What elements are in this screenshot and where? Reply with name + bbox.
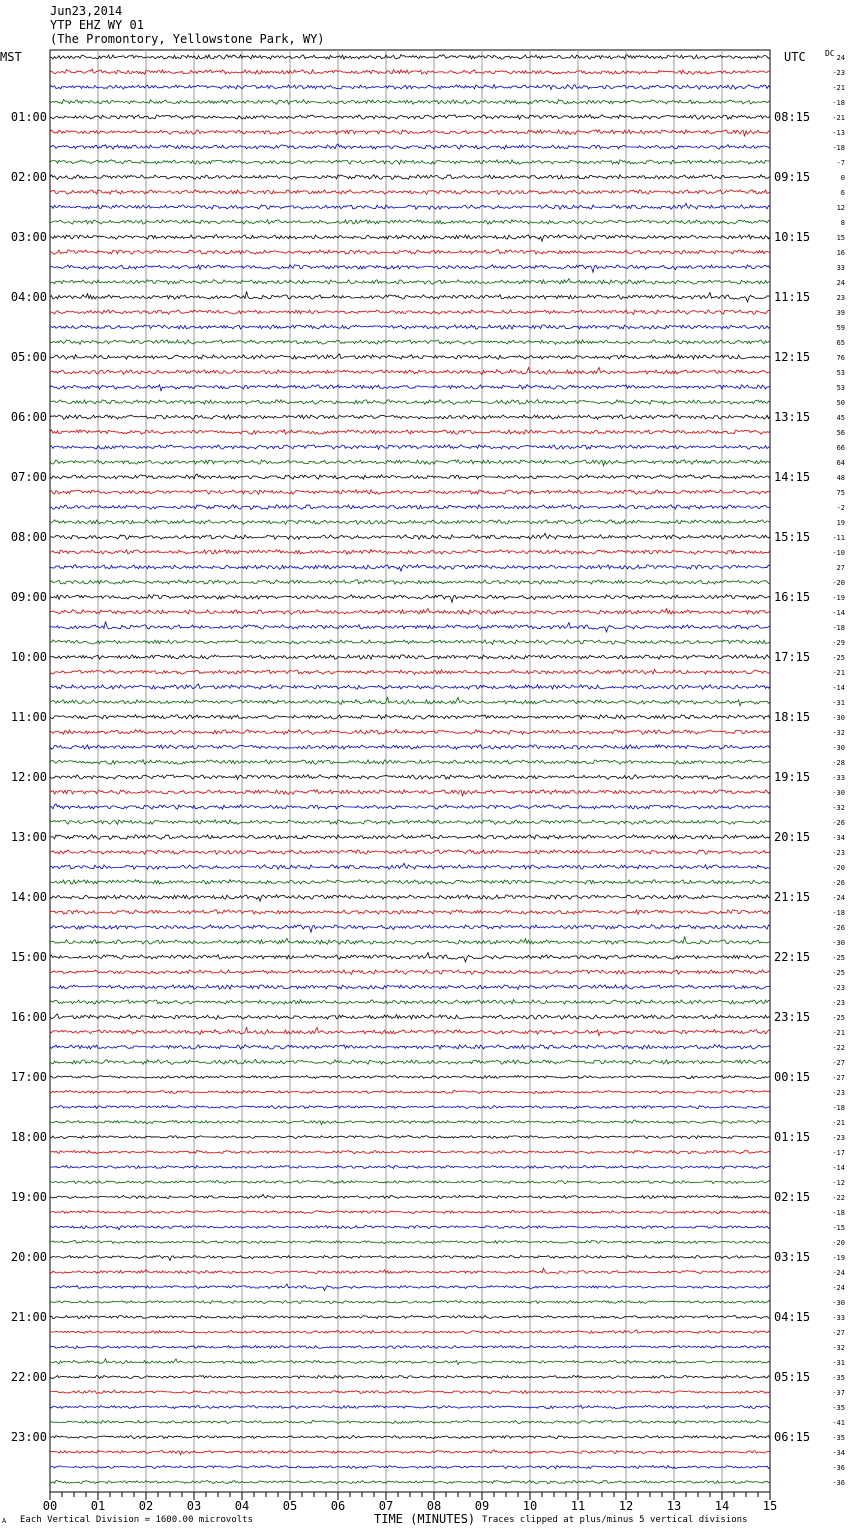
- trace-85: [50, 1330, 770, 1334]
- trace-72: [50, 1136, 770, 1139]
- hour-label-local: 20:00: [10, 1250, 47, 1264]
- dc-offset-label: -26: [832, 924, 845, 932]
- dc-offset-label: -10: [832, 549, 845, 557]
- trace-5: [50, 130, 770, 136]
- dc-offset-label: -36: [832, 1479, 845, 1487]
- hour-label-local: 22:00: [10, 1370, 47, 1384]
- trace-74: [50, 1165, 770, 1168]
- hour-label-utc: 17:15: [774, 650, 811, 664]
- dc-offset-label: 53: [836, 369, 845, 377]
- trace-37: [50, 609, 770, 615]
- x-tick-label: 13: [666, 1499, 682, 1513]
- trace-63: [50, 1000, 770, 1005]
- trace-70: [50, 1105, 770, 1108]
- chart-date: Jun23,2014: [50, 4, 123, 18]
- hour-label-utc: 12:15: [774, 350, 811, 364]
- trace-41: [50, 670, 770, 675]
- trace-54: [50, 863, 770, 869]
- hour-label-local: 16:00: [10, 1010, 47, 1024]
- x-tick-label: 09: [474, 1499, 490, 1513]
- trace-40: [50, 655, 770, 660]
- trace-75: [50, 1181, 770, 1184]
- dc-offset-label: -34: [832, 834, 845, 842]
- dc-offset-label: 0: [840, 174, 845, 182]
- trace-53: [50, 850, 770, 855]
- dc-offset-label: -34: [832, 1449, 845, 1457]
- trace-59: [50, 936, 770, 944]
- hour-label-utc: 01:15: [774, 1130, 811, 1144]
- corner-mark: A: [2, 1517, 7, 1525]
- dc-offset-label: -20: [832, 579, 845, 587]
- dc-offset-label: -20: [832, 864, 845, 872]
- dc-offset-label: -24: [832, 1284, 845, 1292]
- dc-offset-label: -18: [832, 144, 845, 152]
- dc-offset-label: -17: [832, 1149, 845, 1157]
- dc-offset-label: -35: [832, 1434, 845, 1442]
- dc-offset-label: -31: [832, 699, 845, 707]
- dc-offset-label: -30: [832, 1299, 845, 1307]
- hour-label-local: 21:00: [10, 1310, 47, 1324]
- trace-68: [50, 1075, 770, 1078]
- dc-offset-label: -23: [832, 984, 845, 992]
- dc-offset-label: -35: [832, 1374, 845, 1382]
- x-tick-label: 03: [186, 1499, 202, 1513]
- trace-57: [50, 910, 770, 915]
- trace-73: [50, 1150, 770, 1153]
- hour-label-local: 02:00: [10, 170, 47, 184]
- trace-42: [50, 684, 770, 689]
- trace-8: [50, 175, 770, 180]
- hour-label-local: 11:00: [10, 710, 47, 724]
- hour-label-utc: 11:15: [774, 290, 811, 304]
- dc-offset-label: 39: [836, 309, 845, 317]
- trace-36: [50, 595, 770, 602]
- dc-offset-label: 16: [836, 249, 845, 257]
- trace-12: [50, 235, 770, 241]
- dc-offset-label: -37: [832, 1389, 845, 1397]
- x-axis-title: TIME (MINUTES): [374, 1512, 476, 1526]
- tz-right-label: UTC: [784, 50, 806, 64]
- trace-group: [50, 55, 770, 1484]
- dc-offset-label: -19: [832, 594, 845, 602]
- dc-offset-label: 65: [836, 339, 845, 347]
- trace-60: [50, 953, 770, 962]
- trace-81: [50, 1268, 770, 1273]
- hour-label-utc: 03:15: [774, 1250, 811, 1264]
- hour-label-utc: 16:15: [774, 590, 811, 604]
- trace-38: [50, 621, 770, 632]
- dc-offset-label: -23: [832, 1134, 845, 1142]
- dc-offset-label: -35: [832, 1404, 845, 1412]
- hour-label-utc: 02:15: [774, 1190, 811, 1204]
- trace-94: [50, 1465, 770, 1468]
- x-tick-label: 04: [234, 1499, 250, 1513]
- dc-offset-label: -26: [832, 879, 845, 887]
- trace-6: [50, 144, 770, 149]
- dc-offset-label: -13: [832, 129, 845, 137]
- x-tick-label: 02: [138, 1499, 154, 1513]
- trace-78: [50, 1225, 770, 1229]
- trace-31: [50, 520, 770, 525]
- trace-22: [50, 385, 770, 391]
- trace-34: [50, 565, 770, 571]
- dc-offset-label: 19: [836, 519, 845, 527]
- dc-offset-label: -25: [832, 1014, 845, 1022]
- dc-offset-label: -30: [832, 789, 845, 797]
- trace-55: [50, 880, 770, 885]
- hour-label-utc: 13:15: [774, 410, 811, 424]
- hour-label-utc: 22:15: [774, 950, 811, 964]
- trace-69: [50, 1091, 770, 1094]
- dc-offset-label: -27: [832, 1329, 845, 1337]
- dc-offset-label: -18: [832, 1209, 845, 1217]
- dc-offset-label: -27: [832, 1059, 845, 1067]
- trace-33: [50, 550, 770, 555]
- trace-46: [50, 745, 770, 750]
- hour-label-local: 13:00: [10, 830, 47, 844]
- dc-offset-label: 12: [836, 204, 845, 212]
- dc-offset-label: -18: [832, 624, 845, 632]
- dc-offset-label: -24: [832, 894, 845, 902]
- dc-offset-label: -21: [832, 114, 845, 122]
- dc-offset-label: -23: [832, 849, 845, 857]
- dc-offset-label: -23: [832, 999, 845, 1007]
- trace-51: [50, 820, 770, 825]
- trace-7: [50, 160, 770, 165]
- dc-offset-label: -14: [832, 609, 845, 617]
- dc-offset-label: -27: [832, 1074, 845, 1082]
- trace-52: [50, 835, 770, 840]
- hour-label-utc: 05:15: [774, 1370, 811, 1384]
- x-tick-label: 11: [570, 1499, 586, 1513]
- station-id: YTP EHZ WY 01: [50, 18, 144, 32]
- trace-10: [50, 203, 770, 209]
- x-tick-label: 05: [282, 1499, 298, 1513]
- hour-label-local: 19:00: [10, 1190, 47, 1204]
- trace-86: [50, 1345, 770, 1348]
- x-tick-label: 08: [426, 1499, 442, 1513]
- hour-label-utc: 18:15: [774, 710, 811, 724]
- dc-offset-label: 27: [836, 564, 845, 572]
- dc-offset-label: 6: [840, 189, 845, 197]
- dc-offset-label: 48: [836, 474, 845, 482]
- hour-label-local: 18:00: [10, 1130, 47, 1144]
- trace-67: [50, 1060, 770, 1065]
- dc-offset-label: -11: [832, 534, 845, 542]
- x-tick-label: 12: [618, 1499, 634, 1513]
- dc-offset-label: 8: [840, 219, 845, 227]
- x-tick-label: 01: [90, 1499, 106, 1513]
- dc-offset-label: -32: [832, 1344, 845, 1352]
- trace-48: [50, 775, 770, 780]
- dc-offset-label: -26: [832, 819, 845, 827]
- trace-20: [50, 354, 770, 359]
- tz-left-label: MST: [0, 50, 22, 64]
- hour-label-local: 15:00: [10, 950, 47, 964]
- trace-88: [50, 1375, 770, 1378]
- hour-label-utc: 15:15: [774, 530, 811, 544]
- trace-45: [50, 730, 770, 735]
- x-tick-label: 07: [378, 1499, 394, 1513]
- hour-label-utc: 06:15: [774, 1430, 811, 1444]
- trace-65: [50, 1027, 770, 1035]
- dc-offset-label: -21: [832, 1029, 845, 1037]
- hour-label-local: 01:00: [10, 110, 47, 124]
- hour-label-utc: 00:15: [774, 1070, 811, 1084]
- trace-35: [50, 580, 770, 584]
- hour-label-utc: 14:15: [774, 470, 811, 484]
- trace-61: [50, 970, 770, 975]
- trace-58: [50, 925, 770, 933]
- dc-offset-label: 75: [836, 489, 845, 497]
- dc-offset-label: 64: [836, 459, 845, 467]
- dc-offset-label: -33: [832, 1314, 845, 1322]
- dc-offset-label: -23: [832, 1089, 845, 1097]
- hour-label-local: 07:00: [10, 470, 47, 484]
- hour-label-local: 08:00: [10, 530, 47, 544]
- trace-82: [50, 1284, 770, 1290]
- trace-19: [50, 340, 770, 345]
- dc-offset-label: -30: [832, 744, 845, 752]
- trace-21: [50, 367, 770, 374]
- hour-label-local: 17:00: [10, 1070, 47, 1084]
- hour-label-utc: 04:15: [774, 1310, 811, 1324]
- hour-label-utc: 09:15: [774, 170, 811, 184]
- dc-offset-label: -30: [832, 714, 845, 722]
- dc-offset-label: -25: [832, 969, 845, 977]
- trace-44: [50, 715, 770, 719]
- trace-56: [50, 895, 770, 901]
- trace-47: [50, 760, 770, 765]
- dc-offset-label: -31: [832, 1359, 845, 1367]
- x-tick-label: 06: [330, 1499, 346, 1513]
- hour-label-local: 23:00: [10, 1430, 47, 1444]
- trace-23: [50, 400, 770, 405]
- trace-1: [50, 69, 770, 74]
- trace-15: [50, 279, 770, 285]
- x-tick-label: 10: [522, 1499, 538, 1513]
- dc-offset-label: -24: [832, 1269, 845, 1277]
- dc-offset-label: -32: [832, 804, 845, 812]
- dc-offset-label: -20: [832, 1239, 845, 1247]
- dc-offset-label: -19: [832, 1254, 845, 1262]
- trace-80: [50, 1255, 770, 1260]
- dc-offset-label: -22: [832, 1044, 845, 1052]
- dc-offset-label: -25: [832, 954, 845, 962]
- dc-offset-label: 56: [836, 429, 845, 437]
- trace-27: [50, 460, 770, 466]
- scale-note: Each Vertical Division = 1600.00 microvolts: [20, 1515, 253, 1525]
- hour-label-utc: 23:15: [774, 1010, 811, 1024]
- dc-offset-label: 24: [836, 54, 845, 62]
- dc-offset-label: -36: [832, 1464, 845, 1472]
- trace-83: [50, 1301, 770, 1304]
- dc-offset-label: 23: [836, 294, 845, 302]
- dc-offset-label: 53: [836, 384, 845, 392]
- hour-label-local: 12:00: [10, 770, 47, 784]
- dc-offset-label: -33: [832, 774, 845, 782]
- trace-79: [50, 1241, 770, 1244]
- trace-0: [50, 55, 770, 60]
- trace-24: [50, 415, 770, 420]
- dc-offset-label: -12: [832, 1179, 845, 1187]
- dc-offset-label: -14: [832, 684, 845, 692]
- trace-66: [50, 1045, 770, 1050]
- hour-label-local: 04:00: [10, 290, 47, 304]
- trace-87: [50, 1359, 770, 1365]
- trace-90: [50, 1405, 770, 1408]
- x-tick-label: 15: [762, 1499, 778, 1513]
- hour-label-local: 03:00: [10, 230, 47, 244]
- trace-89: [50, 1390, 770, 1393]
- trace-71: [50, 1120, 770, 1125]
- trace-17: [50, 310, 770, 315]
- clip-note: Traces clipped at plus/minus 5 vertical divisions: [482, 1515, 748, 1525]
- trace-39: [50, 640, 770, 645]
- trace-91: [50, 1420, 770, 1423]
- trace-14: [50, 265, 770, 272]
- trace-26: [50, 445, 770, 450]
- hour-label-local: 14:00: [10, 890, 47, 904]
- hour-label-local: 10:00: [10, 650, 47, 664]
- trace-76: [50, 1194, 770, 1198]
- dc-offset-label: -18: [832, 1104, 845, 1112]
- x-axis: [43, 1492, 777, 1513]
- trace-64: [50, 1014, 770, 1019]
- dc-offset-label: 59: [836, 324, 845, 332]
- dc-offset-label: 76: [836, 354, 845, 362]
- trace-18: [50, 325, 770, 329]
- dc-header-label: DC: [825, 49, 835, 58]
- dc-offset-label: -18: [832, 909, 845, 917]
- trace-50: [50, 804, 770, 809]
- dc-offset-label: -22: [832, 1194, 845, 1202]
- station-location: (The Promontory, Yellowstone Park, WY): [50, 32, 325, 46]
- dc-offset-label: -29: [832, 639, 845, 647]
- hour-label-utc: 08:15: [774, 110, 811, 124]
- trace-29: [50, 490, 770, 495]
- dc-offset-label: -21: [832, 84, 845, 92]
- dc-offset-label: 33: [836, 264, 845, 272]
- dc-offset-label: -30: [832, 939, 845, 947]
- dc-offset-label: -2: [836, 504, 845, 512]
- trace-16: [50, 291, 770, 302]
- dc-offset-label: -14: [832, 1164, 845, 1172]
- trace-30: [50, 505, 770, 510]
- dc-offset-label: -28: [832, 759, 845, 767]
- dc-offset-label: 24: [836, 279, 845, 287]
- hour-label-utc: 19:15: [774, 770, 811, 784]
- dc-offset-label: 15: [836, 234, 845, 242]
- x-tick-label: 14: [714, 1499, 730, 1513]
- hour-label-local: 06:00: [10, 410, 47, 424]
- trace-32: [50, 533, 770, 539]
- trace-4: [50, 115, 770, 120]
- dc-offset-label: -15: [832, 1224, 845, 1232]
- dc-offset-label: -23: [832, 69, 845, 77]
- dc-offset-label: 45: [836, 414, 845, 422]
- dc-offset-label: -7: [836, 159, 845, 167]
- dc-offset-label: -32: [832, 729, 845, 737]
- trace-2: [50, 85, 770, 90]
- trace-9: [50, 190, 770, 195]
- hour-label-local: 09:00: [10, 590, 47, 604]
- trace-93: [50, 1450, 770, 1455]
- trace-92: [50, 1435, 770, 1438]
- dc-offset-label: -21: [832, 1119, 845, 1127]
- trace-77: [50, 1210, 770, 1213]
- trace-3: [50, 100, 770, 105]
- trace-49: [50, 790, 770, 796]
- dc-offset-label: 50: [836, 399, 845, 407]
- hour-label-utc: 10:15: [774, 230, 811, 244]
- trace-43: [50, 697, 770, 705]
- trace-13: [50, 250, 770, 255]
- dc-offset-label: -21: [832, 669, 845, 677]
- trace-11: [50, 220, 770, 225]
- trace-62: [50, 985, 770, 990]
- trace-95: [50, 1480, 770, 1483]
- dc-offset-label: -25: [832, 654, 845, 662]
- hour-label-local: 05:00: [10, 350, 47, 364]
- dc-offset-group: [832, 54, 845, 1487]
- hour-label-utc: 20:15: [774, 830, 811, 844]
- dc-offset-label: -18: [832, 99, 845, 107]
- trace-84: [50, 1316, 770, 1319]
- trace-28: [50, 474, 770, 479]
- x-tick-label: 00: [42, 1499, 58, 1513]
- hour-label-utc: 21:15: [774, 890, 811, 904]
- dc-offset-label: 66: [836, 444, 845, 452]
- dc-offset-label: -41: [832, 1419, 845, 1427]
- trace-25: [50, 430, 770, 435]
